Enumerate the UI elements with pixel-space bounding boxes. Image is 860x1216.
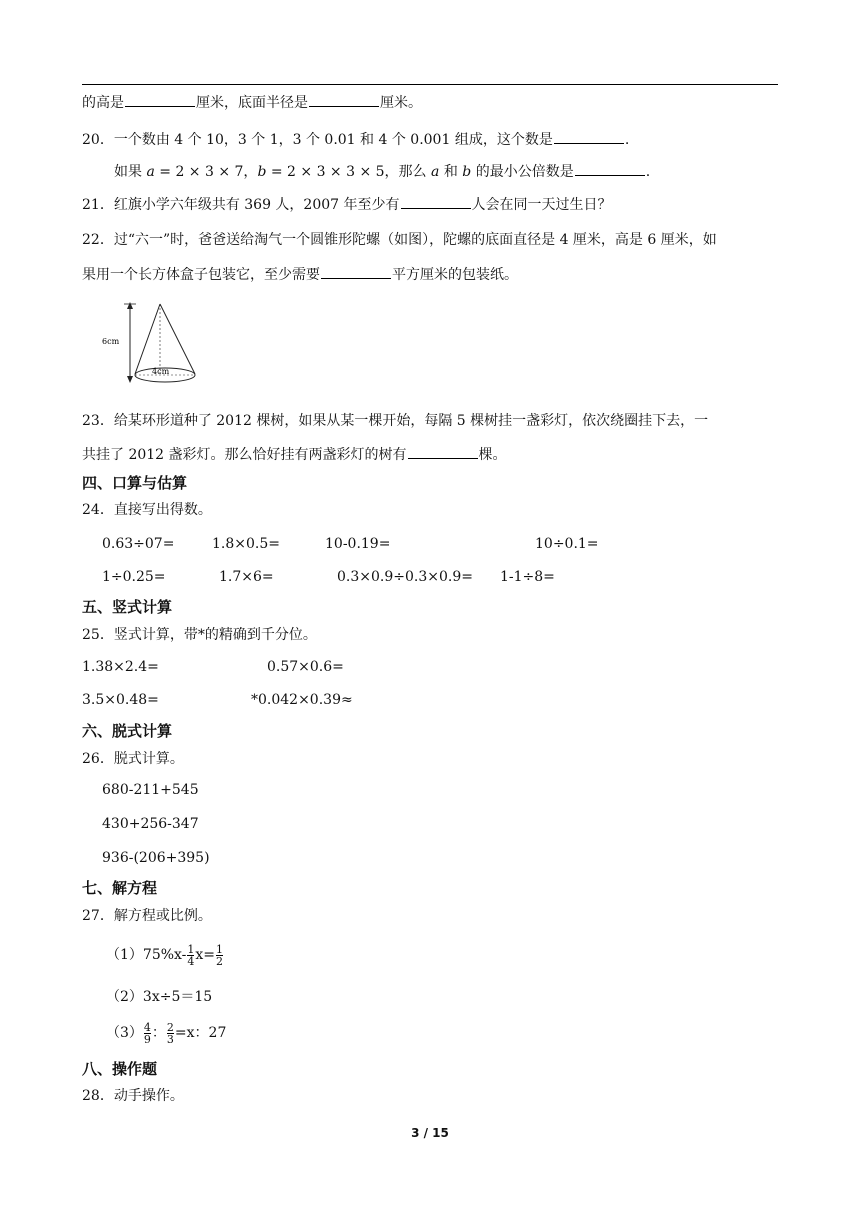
var-a: a bbox=[146, 164, 155, 180]
text: = 2 × 3 × 7， bbox=[154, 164, 258, 180]
vertical-calc-item: 3.5×0.48= bbox=[82, 692, 159, 708]
denominator: 9 bbox=[143, 1032, 151, 1046]
text: 棵。 bbox=[478, 447, 507, 463]
numerator: 2 bbox=[166, 1020, 174, 1034]
calc-item: 1÷0.25= bbox=[102, 569, 166, 585]
page-number: 3 / 15 bbox=[411, 1126, 449, 1140]
text: 20．一个数由 4 个 10，3 个 1，3 个 0.01 和 4 个 0.001 组成，这个数是 bbox=[82, 132, 553, 148]
text: 和 bbox=[439, 164, 463, 180]
denominator: 2 bbox=[216, 954, 224, 968]
calc-item: 1.7×6= bbox=[219, 569, 274, 585]
text: 果用一个长方体盒子包装它，至少需要 bbox=[82, 267, 320, 283]
expression-item: 936-(206+395) bbox=[102, 850, 210, 866]
calc-item: 1.8×0.5= bbox=[212, 536, 280, 552]
text: 共挂了 2012 盏彩灯。那么恰好挂有两盏彩灯的树有 bbox=[82, 447, 407, 463]
text: ： bbox=[151, 1025, 166, 1041]
header-rule bbox=[82, 84, 778, 85]
text: 22．过“六一”时，爸爸送给淘气一个圆锥形陀螺（如图），陀螺的底面直径是 4 厘米，高是 6 厘米，如 bbox=[82, 232, 717, 248]
text: 如果 bbox=[114, 164, 147, 180]
text: = 2 × 3 × 3 × 5，那么 bbox=[266, 164, 432, 180]
question-22-cont bbox=[82, 264, 518, 285]
answer-blank[interactable] bbox=[408, 444, 478, 459]
fraction bbox=[144, 1022, 151, 1045]
var-b: b bbox=[257, 164, 267, 180]
equation-1 bbox=[106, 940, 224, 970]
numerator: 4 bbox=[143, 1020, 151, 1034]
question-20-sub bbox=[114, 161, 650, 182]
section-heading-6: 六、脱式计算 bbox=[82, 722, 173, 740]
vertical-calc-item: 1.38×2.4= bbox=[82, 659, 159, 675]
question-22 bbox=[82, 230, 717, 250]
fraction bbox=[216, 944, 223, 967]
cone-figure bbox=[100, 298, 200, 390]
section-heading-8: 八、操作题 bbox=[82, 1060, 158, 1078]
question-23-cont bbox=[82, 444, 507, 465]
fraction bbox=[167, 1022, 174, 1045]
text: . bbox=[624, 132, 630, 148]
text: 的高是 bbox=[82, 95, 124, 111]
equation-2: （2）3x÷5＝15 bbox=[106, 989, 213, 1005]
text: 23．给某环形道种了 2012 棵树，如果从某一棵开始，每隔 5 棵树挂一盏彩灯，依次绕圈挂下去，一 bbox=[82, 413, 709, 429]
question-24: 24．直接写出得数。 bbox=[82, 502, 212, 518]
answer-blank[interactable] bbox=[309, 92, 379, 107]
vertical-calc-item: *0.042×0.39≈ bbox=[251, 692, 353, 708]
calc-item: 1-1÷8= bbox=[500, 569, 555, 585]
answer-blank[interactable] bbox=[401, 194, 471, 209]
calc-item: 10÷0.1= bbox=[535, 536, 599, 552]
calc-item: 0.3×0.9÷0.3×0.9= bbox=[337, 569, 473, 585]
numerator: 1 bbox=[187, 942, 195, 956]
diameter-label: 4cm bbox=[152, 367, 170, 376]
section-heading-7: 七、解方程 bbox=[82, 879, 158, 897]
expression-item: 680-211+545 bbox=[102, 782, 199, 798]
calc-item: 10-0.19= bbox=[325, 536, 391, 552]
answer-blank[interactable] bbox=[575, 161, 645, 176]
question-28: 28．动手操作。 bbox=[82, 1088, 184, 1104]
section-heading-5: 五、竖式计算 bbox=[82, 598, 173, 616]
question-19-continued bbox=[82, 92, 422, 113]
text: 厘米，底面半径是 bbox=[196, 95, 308, 111]
question-27: 27．解方程或比例。 bbox=[82, 908, 212, 924]
question-26: 26．脱式计算。 bbox=[82, 751, 184, 767]
text: =x：27 bbox=[174, 1025, 227, 1041]
var-b: b bbox=[462, 164, 472, 180]
calc-item: 0.63÷07= bbox=[102, 536, 175, 552]
denominator: 4 bbox=[187, 954, 195, 968]
answer-blank[interactable] bbox=[125, 92, 195, 107]
text: 平方厘米的包装纸。 bbox=[392, 267, 518, 283]
text: x= bbox=[195, 947, 216, 963]
numerator: 1 bbox=[216, 942, 224, 956]
question-25: 25．竖式计算，带*的精确到千分位。 bbox=[82, 627, 317, 643]
denominator: 3 bbox=[166, 1032, 174, 1046]
equation-3 bbox=[106, 1018, 226, 1048]
text: 21．红旗小学六年级共有 369 人，2007 年至少有 bbox=[82, 197, 400, 213]
question-21 bbox=[82, 194, 612, 215]
expression-item: 430+256-347 bbox=[102, 816, 199, 832]
var-a: a bbox=[431, 164, 440, 180]
question-23 bbox=[82, 411, 708, 431]
text: . bbox=[645, 164, 651, 180]
text: 厘米。 bbox=[380, 95, 422, 111]
height-label: 6cm bbox=[102, 337, 120, 346]
text: （1）75%x- bbox=[106, 947, 187, 963]
section-heading-4: 四、口算与估算 bbox=[82, 474, 188, 492]
text: （3） bbox=[106, 1025, 143, 1041]
vertical-calc-item: 0.57×0.6= bbox=[267, 659, 344, 675]
answer-blank[interactable] bbox=[554, 129, 624, 144]
question-20 bbox=[82, 129, 629, 150]
cone-diagram bbox=[100, 298, 200, 390]
fraction bbox=[187, 944, 194, 967]
text: 人会在同一天过生日？ bbox=[471, 197, 612, 213]
text: 的最小公倍数是 bbox=[471, 164, 574, 180]
answer-blank[interactable] bbox=[321, 264, 391, 279]
